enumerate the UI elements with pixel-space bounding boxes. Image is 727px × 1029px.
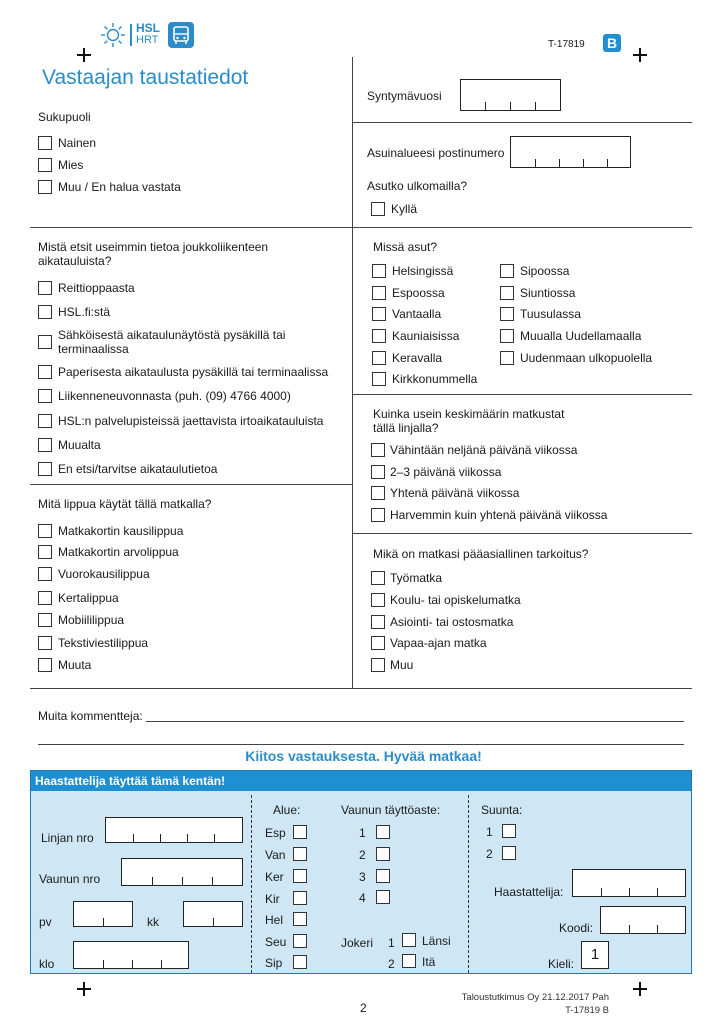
fill-level-checkbox[interactable] [376, 825, 390, 839]
abroad-checkbox[interactable] [371, 202, 385, 216]
frequency-checkbox[interactable] [371, 486, 385, 500]
area-checkbox[interactable] [293, 847, 307, 861]
timetable-checkbox[interactable] [38, 462, 52, 476]
fill-level-checkbox[interactable] [376, 890, 390, 904]
purpose-option-label: Työmatka [390, 571, 443, 585]
timetable-option-label: En etsi/tarvitse aikataulutietoa [58, 462, 218, 476]
residence-option-label: Keravalla [392, 351, 443, 365]
interviewer-panel-header: Haastattelija täyttää tämä kentän! [31, 771, 691, 791]
residence-option-label: Kauniaisissa [392, 329, 460, 343]
line-number-field[interactable] [105, 817, 243, 843]
ticket-checkbox[interactable] [38, 567, 52, 581]
purpose-option-label: Asiointi- tai ostosmatka [390, 615, 514, 629]
timetable-checkbox[interactable] [38, 281, 52, 295]
registration-mark [77, 48, 91, 62]
frequency-checkbox[interactable] [371, 508, 385, 522]
postcode-field[interactable] [510, 136, 631, 168]
fill-level-label: Vaunun täyttöaste: [341, 803, 441, 817]
form-letter-badge: B [603, 34, 621, 52]
footer-code: T-17819 B [565, 1005, 609, 1016]
line-number-label: Linjan nro [41, 831, 94, 845]
purpose-option-label: Vapaa-ajan matka [390, 636, 487, 650]
ticket-option-label: Muuta [58, 658, 92, 672]
purpose-checkbox[interactable] [371, 593, 385, 607]
code-label: Koodi: [559, 921, 594, 935]
residence-checkbox[interactable] [372, 351, 386, 365]
jokeri-option-label: Länsi [422, 934, 451, 948]
abroad-option-label: Kyllä [391, 202, 418, 216]
residence-checkbox[interactable] [500, 307, 514, 321]
residence-option-label: Espoossa [392, 286, 445, 300]
car-number-field[interactable] [121, 858, 243, 886]
ticket-checkbox[interactable] [38, 524, 52, 538]
direction-number: 1 [486, 825, 493, 839]
ticket-option-label: Vuorokausilippua [58, 567, 150, 581]
form-code: T-17819 [548, 39, 585, 50]
area-checkbox[interactable] [293, 912, 307, 926]
ticket-checkbox[interactable] [38, 613, 52, 627]
direction-label: Suunta: [481, 803, 523, 817]
area-option-label: Sip [265, 956, 283, 970]
section-divider [352, 122, 692, 123]
code-field[interactable] [600, 906, 686, 934]
residence-option-label: Siuntiossa [520, 286, 576, 300]
purpose-checkbox[interactable] [371, 658, 385, 672]
section-divider [30, 688, 692, 689]
ticket-option-label: Mobiililippua [58, 613, 125, 627]
frequency-checkbox[interactable] [371, 443, 385, 457]
residence-option-label: Uudenmaan ulkopuolella [520, 351, 653, 365]
area-checkbox[interactable] [293, 934, 307, 948]
residence-checkbox[interactable] [372, 372, 386, 386]
time-field[interactable] [73, 941, 189, 969]
timetable-checkbox[interactable] [38, 365, 52, 379]
area-option-label: Hel [265, 913, 284, 927]
residence-checkbox[interactable] [372, 329, 386, 343]
residence-checkbox[interactable] [500, 329, 514, 343]
residence-option-label: Muualla Uudellamaalla [520, 329, 642, 343]
purpose-option-label: Koulu- tai opiskelumatka [390, 593, 521, 607]
area-option-label: Van [265, 848, 286, 862]
area-option-label: Esp [265, 826, 286, 840]
purpose-checkbox[interactable] [371, 636, 385, 650]
company-line: Taloustutkimus Oy 21.12.2017 Pah [461, 992, 609, 1003]
residence-option-label: Tuusulassa [520, 307, 581, 321]
page-title: Vastaajan taustatiedot [42, 66, 249, 89]
area-checkbox[interactable] [293, 869, 307, 883]
frequency-option-label: Yhtenä päivänä viikossa [390, 486, 520, 500]
jokeri-option-label: Itä [422, 955, 436, 969]
abroad-question: Asutko ulkomailla? [367, 179, 468, 193]
panel-divider [468, 795, 469, 973]
language-label: Kieli: [548, 957, 575, 971]
interviewer-label: Haastattelija: [494, 885, 564, 899]
frequency-checkbox[interactable] [371, 465, 385, 479]
language-field[interactable]: 1 [581, 941, 609, 969]
ticket-option-label: Tekstiviestilippua [58, 636, 149, 650]
gender-checkbox-nainen[interactable] [38, 136, 52, 150]
timetable-option-label: HSL.fi:stä [58, 305, 111, 319]
timetable-checkbox[interactable] [38, 438, 52, 452]
interviewer-field[interactable] [572, 869, 686, 897]
purpose-option-label: Muu [390, 658, 414, 672]
area-label: Alue: [273, 803, 301, 817]
interviewer-panel [30, 770, 692, 974]
residence-option-label: Kirkkonummella [392, 372, 478, 386]
fill-level-number: 1 [359, 826, 366, 840]
residence-checkbox[interactable] [500, 286, 514, 300]
area-checkbox[interactable] [293, 825, 307, 839]
section-divider [30, 484, 352, 485]
day-label: pv [39, 915, 52, 929]
residence-checkbox[interactable] [372, 307, 386, 321]
residence-checkbox[interactable] [372, 286, 386, 300]
jokeri-number: 2 [388, 957, 395, 971]
jokeri-checkbox-lansi[interactable] [402, 933, 416, 947]
purpose-checkbox[interactable] [371, 571, 385, 585]
ticket-option-label: Matkakortin arvolippua [58, 545, 179, 559]
section-divider [352, 394, 692, 395]
timetable-question: Mistä etsit useimmin tietoa joukkoliikenteen [38, 240, 269, 254]
timetable-option-label: HSL:n palvelupisteissä jaettavista irtoaikatauluista [58, 414, 324, 428]
month-field[interactable] [183, 901, 243, 927]
panel-divider [251, 795, 252, 973]
residence-option-label: Vantaalla [392, 307, 442, 321]
birth-year-field[interactable] [460, 79, 561, 111]
bus-icon [168, 22, 194, 48]
birth-year-label: Syntymävuosi [367, 89, 442, 103]
ticket-option-label: Matkakortin kausilippua [58, 524, 184, 538]
frequency-option-label: Vähintään neljänä päivänä viikossa [390, 443, 578, 457]
timetable-option-label: Liikenneneuvonnasta (puh. (09) 4766 4000) [58, 389, 291, 403]
logo-text-bottom: HRT [136, 34, 159, 46]
jokeri-number: 1 [388, 936, 395, 950]
timetable-option-label: Sähköisestä aikataulunäytöstä pysäkillä tai [58, 328, 286, 342]
comments-line[interactable] [38, 744, 684, 745]
gender-option-label: Mies [58, 158, 84, 172]
timetable-option-label: Muualta [58, 438, 101, 452]
logo-text-top: HSL [136, 21, 160, 35]
fill-level-number: 2 [359, 848, 366, 862]
section-divider [30, 227, 352, 228]
registration-mark [633, 982, 647, 996]
jokeri-checkbox-ita[interactable] [402, 954, 416, 968]
ticket-checkbox[interactable] [38, 636, 52, 650]
area-option-label: Ker [265, 870, 284, 884]
month-label: kk [147, 915, 159, 929]
purpose-question: Mikä on matkasi pääasiallinen tarkoitus? [373, 547, 589, 561]
comments-label: Muita kommentteja: [38, 709, 143, 723]
area-checkbox[interactable] [293, 891, 307, 905]
gender-checkbox-muu[interactable] [38, 180, 52, 194]
comments-line[interactable] [146, 721, 684, 722]
area-option-label: Kir [265, 892, 280, 906]
registration-mark [633, 48, 647, 62]
timetable-question-cont: aikatauluista? [38, 254, 112, 268]
page-number: 2 [360, 1001, 367, 1015]
timetable-option-label: Reittioppaasta [58, 281, 135, 295]
fill-level-number: 3 [359, 870, 366, 884]
fill-level-checkbox[interactable] [376, 869, 390, 883]
area-option-label: Seu [265, 935, 287, 949]
direction-checkbox[interactable] [502, 846, 516, 860]
postcode-label: Asuinalueesi postinumero [367, 146, 505, 160]
ticket-checkbox[interactable] [38, 658, 52, 672]
section-divider [352, 533, 692, 534]
ticket-question: Mitä lippua käytät tällä matkalla? [38, 497, 212, 511]
residence-checkbox[interactable] [500, 351, 514, 365]
residence-option-label: Sipoossa [520, 264, 570, 278]
ticket-checkbox[interactable] [38, 545, 52, 559]
frequency-question-cont: tällä linjalla? [373, 421, 439, 435]
sun-logo-icon [100, 22, 126, 48]
time-label: klo [39, 957, 55, 971]
fill-level-checkbox[interactable] [376, 847, 390, 861]
gender-option-label: Muu / En halua vastata [58, 180, 181, 194]
day-field[interactable] [73, 901, 133, 927]
residence-option-label: Helsingissä [392, 264, 454, 278]
residence-checkbox[interactable] [500, 264, 514, 278]
frequency-option-label: 2–3 päivänä viikossa [390, 465, 502, 479]
ticket-checkbox[interactable] [38, 591, 52, 605]
fill-level-number: 4 [359, 891, 366, 905]
frequency-question: Kuinka usein keskimäärin matkustat [373, 407, 565, 421]
direction-checkbox[interactable] [502, 824, 516, 838]
gender-checkbox-mies[interactable] [38, 158, 52, 172]
timetable-checkbox[interactable] [38, 389, 52, 403]
timetable-checkbox[interactable] [38, 305, 52, 319]
ticket-option-label: Kertalippua [58, 591, 119, 605]
hsl-logo [100, 20, 200, 48]
registration-mark [77, 982, 91, 996]
timetable-option-label-cont: terminaalissa [58, 342, 129, 356]
timetable-checkbox[interactable] [38, 335, 52, 349]
frequency-option-label: Harvemmin kuin yhtenä päivänä viikossa [390, 508, 608, 522]
residence-checkbox[interactable] [372, 264, 386, 278]
area-checkbox[interactable] [293, 955, 307, 969]
direction-number: 2 [486, 847, 493, 861]
gender-option-label: Nainen [58, 136, 97, 150]
thanks-message: Kiitos vastauksesta. Hyvää matkaa! [245, 748, 482, 764]
jokeri-label: Jokeri [341, 936, 374, 950]
timetable-checkbox[interactable] [38, 414, 52, 428]
gender-question: Sukupuoli [38, 110, 91, 124]
residence-question: Missä asut? [373, 240, 438, 254]
car-number-label: Vaunun nro [39, 872, 101, 886]
column-divider [352, 57, 353, 688]
purpose-checkbox[interactable] [371, 615, 385, 629]
section-divider [352, 227, 692, 228]
timetable-option-label: Paperisesta aikataulusta pysäkillä tai terminaalissa [58, 365, 329, 379]
